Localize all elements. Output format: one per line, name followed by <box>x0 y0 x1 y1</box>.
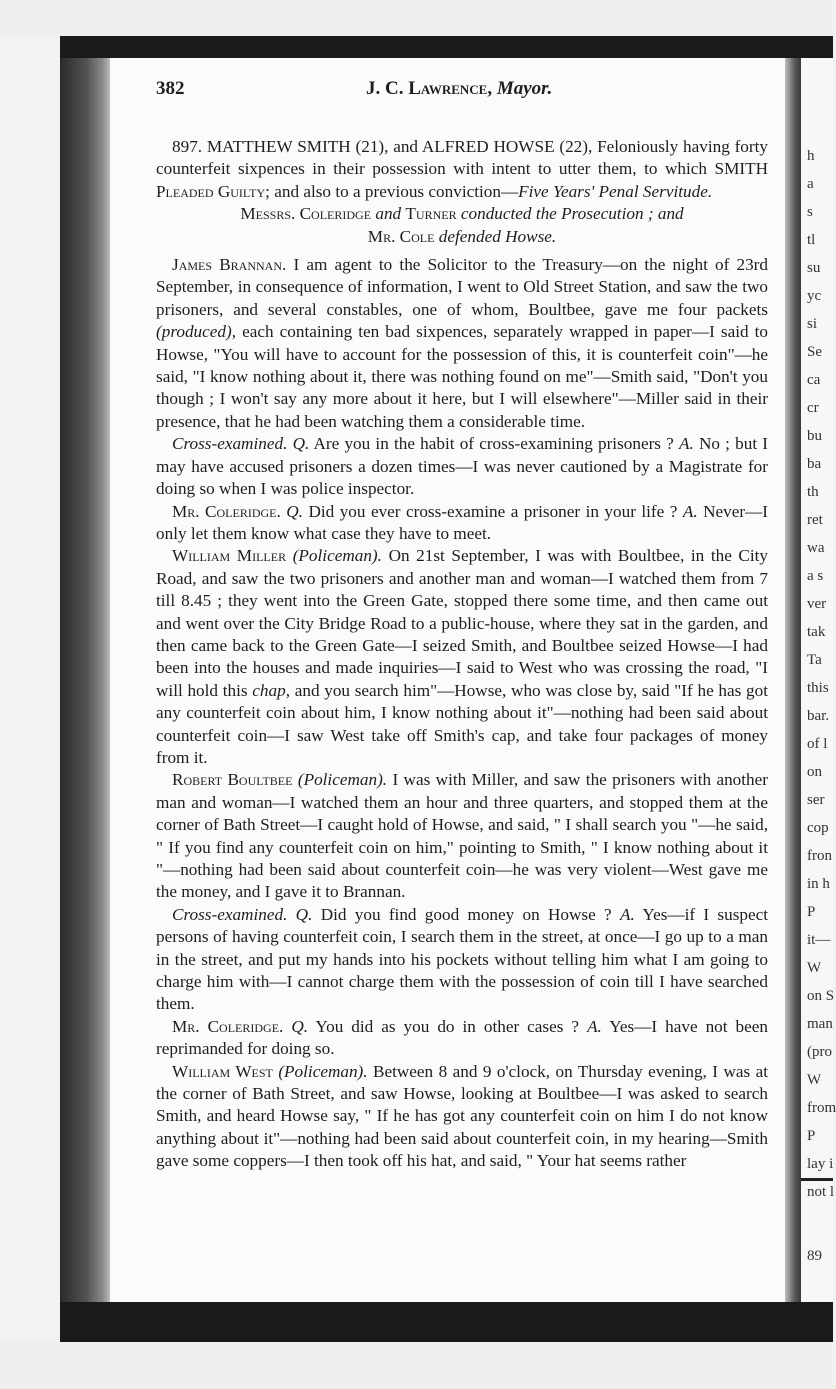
next-page-fragment: man <box>807 1016 833 1032</box>
next-page-fragment: yc <box>807 288 822 304</box>
next-page-fragment: wa <box>807 540 825 556</box>
next-page-fragment: th <box>807 484 819 500</box>
counsel-line-1: Messrs. Coleridge and Turner conducted the Prosecution ; and <box>240 204 684 224</box>
scan-bottom-margin <box>0 1342 833 1389</box>
next-page-fragment: lay i <box>807 1156 834 1172</box>
next-page-fragment: si <box>807 316 818 332</box>
next-page-fragment: Ta <box>807 652 822 668</box>
cross-examination-1: Cross-examined. Q. Are you in the habit of cross-examining prisoners ? A. No ; but I may have accused prisoners a dozen times—I was never cautioned by a Magistrate for doing so when I was police inspector. <box>156 434 768 499</box>
page-number: 382 <box>156 78 185 99</box>
testimony-boultbee: Robert Boultbee (Policeman). I was with Miller, and saw the prisoners with another man and woman—I watched them an hour and three quarters, and stopped them at the corner of Bath Street—I caught hold of Howse, and said, " I shall search you "—he said, " If you find any counterfeit coin on him," pointing to Smith, " I know nothing about it "—nothing had been said about counterfeit coin—he was very violent—West gave me the money, and I gave it to Brannan. <box>156 770 768 902</box>
next-page-fragment: ba <box>807 456 822 472</box>
testimony-west: William West (Policeman). Between 8 and 9 o'clock, on Thursday evening, I was at the corner of Bath Street, and saw Howse, looking at Boultbee—I was asked to search Smith, and heard Howse say, " If he has got any counterfeit coin on him I do not know anything about it"—nothing had been said about counterfeit coin, in my hearing—Smith gave some coppers—I then took off his hat, and said, " Your hat seems rather <box>156 1061 769 1171</box>
next-page-fragment: ver <box>807 596 827 612</box>
next-page-fragment: of l <box>807 736 828 752</box>
next-page-fragment: s <box>807 204 813 220</box>
next-page-fragment: from <box>807 1100 836 1116</box>
next-page-fragment: cop <box>807 820 829 836</box>
next-page-fragment: in h <box>807 876 830 892</box>
next-page-fragment: W <box>807 960 822 976</box>
case-heading: 897. MATTHEW SMITH (21), and ALFRED HOWSE (22), Feloniously having forty counterfeit sixpences in their possession with intent to utter them, to which SMITH Pleaded Guilty; and also to a previous conviction—Five Years' Penal Servitude. <box>156 137 768 201</box>
next-page-fragment: 89 <box>807 1248 822 1264</box>
coleridge-question-2: Mr. Coleridge. Q. You did as you do in other cases ? A. Yes—I have not been reprimanded for doing so. <box>156 1016 768 1059</box>
book-gutter <box>785 58 801 1302</box>
page-text <box>156 78 768 1173</box>
next-page-fragment: (pro <box>807 1044 832 1060</box>
testimony-miller: William Miller (Policeman). On 21st September, I was with Boultbee, in the City Road, and saw the two prisoners and another man and woman—I watched them from 7 till 8.45 ; they went into the Green Gate, stopped there some time, and then came out and went over the City Bridge Road to a public-house, where they sat in the garden, and then came back to the Green Gate—I seized Smith, and Boultbee seized Howse—I had been into the houses and made inquiries—I said to West who was crossing the road, "I will hold this chap, and you search him"—Howse, who was close by, said "If he has got any counterfeit coin about him, I know nothing about it"—nothing had been said about counterfeit coin—I saw West take off Smith's cap, and take four packages of money from it. <box>156 546 769 767</box>
next-page-fragment: ret <box>807 512 823 528</box>
next-page-fragment: P <box>807 1128 816 1144</box>
running-head: J. C. Lawrence, Mayor. <box>366 78 553 99</box>
next-page-rule <box>801 1178 833 1181</box>
next-page-fragment: h <box>807 148 815 164</box>
scan-top-margin <box>0 0 833 38</box>
next-page-fragment: P <box>807 904 816 920</box>
next-page-fragment: cr <box>807 400 819 416</box>
cross-examination-2: Cross-examined. Q. Did you find good money on Howse ? A. Yes—if I suspect persons of having counterfeit coin, I search them in the street, at once—I go up to a man in the street, and put my hands into his pockets without telling him what I am going to charge him with—I cannot charge them with the possession of coin till I have searched them. <box>156 904 769 1014</box>
page-header <box>156 78 768 118</box>
next-page-fragment: bu <box>807 428 822 444</box>
next-page-fragment: fron <box>807 848 832 864</box>
next-page-fragment: this <box>807 680 829 696</box>
counsel-line-2: Mr. Cole defended Howse. <box>367 226 557 246</box>
next-page-fragment: su <box>807 260 821 276</box>
next-page-edge <box>801 58 836 1302</box>
next-page-fragment: a <box>807 176 814 192</box>
next-page-fragment: bar. <box>807 708 830 724</box>
testimony-brannan: James Brannan. I am agent to the Solicitor to the Treasury—on the night of 23rd September, in consequence of information, I went to Old Street Station, and saw the two prisoners, and several constables, one of whom, Boultbee, gave me four packets (produced), each containing ten bad sixpences, separately wrapped in paper—I said to Howse, "You will have to account for the possession of this, it is counterfeit coin"—he said, "I know nothing about it, there was nothing found on me"—Smith said, "Don't you though ; I won't say any more about it here, but I will elsewhere"—Miller said in their presence, that he had been watching them a considerable time. <box>156 255 769 431</box>
scan-top-edge <box>60 36 833 58</box>
coleridge-question-1: Mr. Coleridge. Q. Did you ever cross-examine a prisoner in your life ? A. Never—I only let them know what case they have to meet. <box>156 501 769 543</box>
book-spine <box>60 58 110 1302</box>
next-page-fragment: a s <box>807 568 824 584</box>
next-page-fragment: it— <box>807 932 831 948</box>
next-page-fragment: ca <box>807 372 821 388</box>
next-page-fragment: Se <box>807 344 822 360</box>
next-page-fragment: not l <box>807 1184 835 1200</box>
next-page-fragment: W <box>807 1072 822 1088</box>
next-page-fragment: tak <box>807 624 826 640</box>
next-page-fragment: tl <box>807 232 816 248</box>
next-page-fragment: on S <box>807 988 835 1004</box>
next-page-fragment: ser <box>807 792 825 808</box>
scan-bottom-edge <box>60 1302 833 1342</box>
next-page-fragment: on <box>807 764 822 780</box>
